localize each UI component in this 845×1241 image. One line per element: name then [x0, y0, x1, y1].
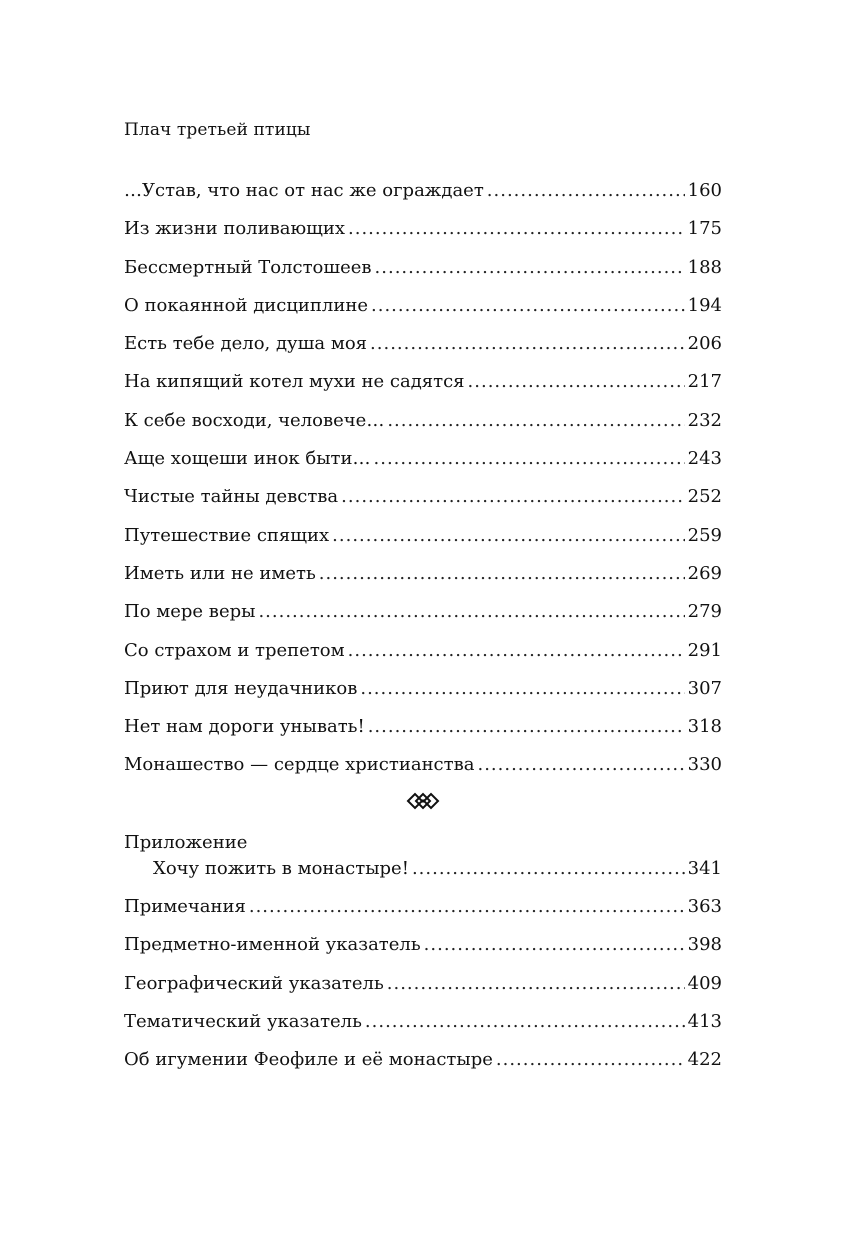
toc-entry-title: Со страхом и трепетом: [124, 639, 345, 661]
toc-entry: [124, 525, 722, 563]
toc-entry: [124, 371, 722, 409]
toc-entry-title: По мере веры: [124, 601, 256, 623]
toc-entry-page: 232: [687, 409, 722, 431]
toc-entry-title: На кипящий котел мухи не садятся: [124, 371, 465, 393]
toc-entry-page: 269: [687, 562, 722, 584]
toc-entry-page: 217: [687, 371, 722, 393]
toc-entry: [124, 858, 722, 896]
toc-entry-title: Предметно-именной указатель: [124, 934, 421, 956]
toc-entry-title: К себе восходи, человече…: [124, 409, 385, 431]
toc-entry: [124, 678, 722, 716]
toc-entry: [124, 640, 722, 678]
toc-entry-title: Путешествие спящих: [124, 524, 330, 546]
toc-entry-title: Об игумении Феофиле и её монастыре: [124, 1049, 493, 1071]
toc-entry: [124, 716, 722, 754]
appendix-label: Приложение: [124, 832, 248, 853]
toc-entry-title: О покаянной дисциплине: [124, 294, 369, 316]
toc-leader-dots: [348, 218, 685, 240]
toc-leader-dots: [374, 448, 685, 470]
toc-entry: [124, 333, 722, 371]
toc-entry-page: 206: [687, 333, 722, 355]
toc-entry: [124, 448, 722, 486]
toc-entry-page: 413: [687, 1010, 722, 1032]
toc-entry-page: 307: [687, 677, 722, 699]
toc-entry-title: Иметь или не иметь: [124, 562, 316, 584]
toc-entry-title: Монашество — сердце христианства: [124, 754, 475, 776]
toc-entry-page: 194: [687, 294, 722, 316]
toc-entry: [124, 601, 722, 639]
toc-entry: [124, 1011, 722, 1049]
toc-entry: [124, 180, 722, 218]
toc-entry-title: Из жизни поливающих: [124, 218, 346, 240]
toc-entry: [124, 1049, 722, 1087]
toc-entry-page: 409: [687, 972, 722, 994]
toc-leader-dots: [371, 295, 685, 317]
toc-entry-page: 341: [687, 858, 722, 879]
toc-leader-dots: [319, 563, 685, 585]
toc-leader-dots: [249, 896, 685, 918]
toc-entry-title: Нет нам дороги унывать!: [124, 716, 365, 738]
back-matter-list: [124, 896, 722, 1087]
toc-leader-dots: [496, 1049, 685, 1071]
toc-leader-dots: [348, 640, 685, 662]
toc-leader-dots: [487, 180, 685, 202]
toc-entry-page: 279: [687, 601, 722, 623]
toc-entry: [124, 896, 722, 934]
toc-entry-page: 252: [687, 486, 722, 508]
toc-entry-title: Тематический указатель: [124, 1010, 362, 1032]
toc-leader-dots: [360, 678, 684, 700]
running-head: Плач третьей птицы: [124, 120, 311, 140]
toc-entry-title: Есть тебе дело, душа моя: [124, 333, 368, 355]
toc-leader-dots: [387, 410, 684, 432]
toc-entry-title: Приют для неудачников: [124, 677, 358, 699]
toc-leader-dots: [258, 601, 684, 623]
toc-entry-title: Хочу пожить в монастыре!: [153, 858, 409, 879]
toc-main-list: [124, 180, 722, 793]
toc-entry: [124, 754, 722, 792]
toc-entry-page: 243: [687, 448, 722, 470]
toc-entry-page: 330: [687, 754, 722, 776]
toc-entry: [124, 218, 722, 256]
toc-entry-page: 160: [687, 180, 722, 201]
toc-entry-page: 398: [687, 934, 722, 956]
toc-entry: [124, 410, 722, 448]
toc-entry: [124, 486, 722, 524]
toc-entry-title: Примечания: [124, 896, 246, 917]
toc-entry-title: Аще хощеши инок быти…: [124, 448, 371, 470]
toc-leader-dots: [387, 973, 685, 995]
toc-leader-dots: [375, 257, 685, 279]
toc-leader-dots: [477, 754, 684, 776]
toc-leader-dots: [424, 934, 685, 956]
toc-entry: [124, 257, 722, 295]
toc-entry: [124, 295, 722, 333]
toc-leader-dots: [332, 525, 684, 547]
toc-entry-title: …Устав, что нас от нас же ограждает: [124, 180, 484, 201]
toc-entry-page: 422: [687, 1049, 722, 1071]
toc-entry-title: Географический указатель: [124, 972, 384, 994]
toc-entry-title: Чистые тайны девства: [124, 486, 339, 508]
toc-leader-dots: [368, 716, 685, 738]
diamond-knot-ornament-icon: [406, 791, 440, 811]
toc-leader-dots: [341, 486, 684, 508]
toc-leader-dots: [365, 1011, 685, 1033]
toc-entry-page: 259: [687, 524, 722, 546]
toc-leader-dots: [370, 333, 685, 355]
toc-entry-page: 188: [687, 256, 722, 278]
toc-page: [124, 0, 722, 1241]
toc-entry-page: 363: [687, 896, 722, 917]
toc-entry-page: 291: [687, 639, 722, 661]
appendix-section: [124, 832, 722, 896]
toc-entry-page: 175: [687, 218, 722, 240]
toc-leader-dots: [412, 858, 685, 880]
toc-entry: [124, 563, 722, 601]
toc-entry-page: 318: [687, 716, 722, 738]
toc-entry: [124, 973, 722, 1011]
toc-leader-dots: [468, 371, 685, 393]
toc-entry-title: Бессмертный Толстошеев: [124, 256, 372, 278]
toc-entry: [124, 934, 722, 972]
